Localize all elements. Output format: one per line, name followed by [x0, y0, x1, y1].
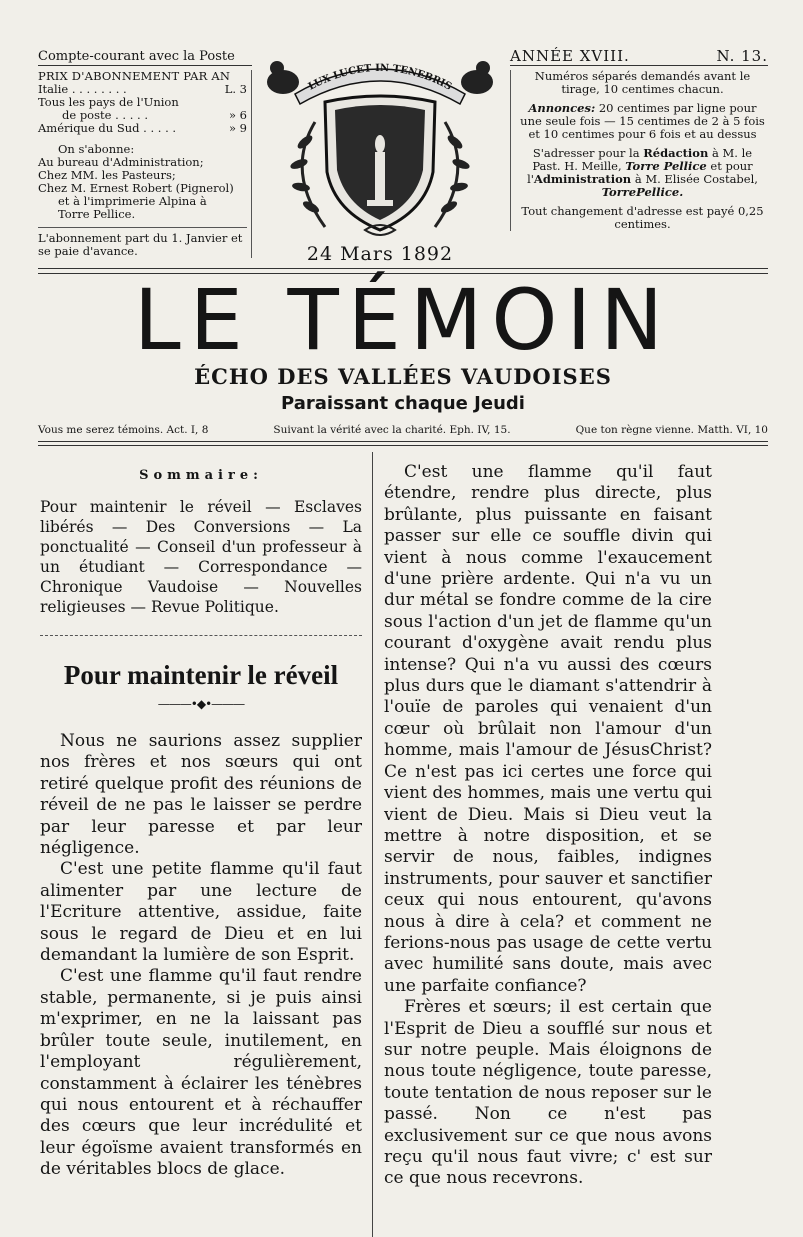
price-title: PRIX D'ABONNEMENT PAR AN	[38, 69, 231, 83]
subscription-note: L'abonnement part du 1. Janvier et se paie d'avance.	[38, 227, 247, 258]
subscribe-info: On s'abonne: Au bureau d'Administration; Chez MM. les Pasteurs; Chez M. Ernest Robert (Pignerol) et à l'imprimerie Alpina à Torre Pellice.	[38, 142, 234, 221]
annonces-note: Annonces: 20 centimes par ligne pour une seule fois — 15 centimes de 2 à 5 fois et 10 centimes pour 6 fois et au dessus	[520, 101, 765, 141]
address-note: S'adresser pour la Rédaction à M. le Past. H. Meille, Torre Pellice et pour l'Administration à M. Elisée Costabel, TorrePellice.	[527, 146, 758, 199]
mottos-line	[38, 424, 768, 436]
price-row: Amérique du Sud . . . . . » 9	[38, 121, 247, 135]
vaudois-emblem	[255, 52, 505, 242]
price-row: de poste . . . . . » 6	[62, 108, 247, 122]
article-paragraph: C'est une flamme qu'il faut rendre stable, permanente, si je puis ainsi m'exprimer, en ne la laissant pas brûler toute seule, inutilement, en l'employant régulièrement, constamment à éclairer les ténèbres qui nous entourent et à réchauffer des cœurs que leur incrédulité et leur égoïsme avaient transformés en de véritables blocs de glace.	[40, 966, 362, 1180]
article-paragraph: Nous ne saurions assez supplier nos frères et nos sœurs qui ont retiré quelque profit des réunions de réveil de ne pas le laisser se perdre par leur paresse et par leur négligence.	[40, 731, 362, 859]
motto: Que ton règne vienne. Matth. VI, 10	[575, 424, 768, 436]
title-rule	[38, 441, 768, 442]
title-rule	[38, 445, 768, 446]
year-label: ANNÉE XVIII.	[510, 47, 630, 65]
newspaper-title: LE TÉMOIN	[133, 271, 673, 369]
change-address-note: Tout changement d'adresse est payé 0,25 centimes.	[521, 204, 764, 231]
title-ornament: ———•◆•———	[157, 697, 245, 711]
masthead-rule	[38, 268, 768, 269]
price-row: Tous les pays de l'Union	[38, 95, 179, 109]
issue-date: 24 Mars 1892	[306, 243, 454, 265]
sommaire-heading: Sommaire:	[139, 468, 263, 483]
left-column	[40, 462, 362, 1181]
right-column	[384, 462, 712, 1190]
postal-account-note: Compte-courant avec la Poste	[38, 50, 252, 66]
price-row: Italie . . . . . . . . L. 3	[38, 82, 247, 96]
info-box	[510, 47, 768, 237]
subscription-box	[38, 50, 252, 258]
issue-number: N. 13.	[716, 47, 768, 65]
newspaper-subtitle: ÉCHO DES VALLÉES VAUDOISES	[194, 364, 612, 389]
article-paragraph: Frères et sœurs; il est certain que l'Esprit de Dieu a soufflé sur nous et sur notre peuple. Mais éloignons de nous toute négligence, toute paresse, toute tentation de nous reposer sur le passé. Non ce n'est pas exclusivement sur ce que nous avons reçu qu'il nous faut vivre; c' est sur ce que nous recevrons.	[384, 997, 712, 1189]
section-separator	[40, 635, 362, 636]
article-paragraph: C'est une petite flamme qu'il faut alimenter par une lecture de l'Ecriture attentive, assidue, faite sous le regard de Dieu et en lui demandant la lumière de son Esprit.	[40, 859, 362, 966]
article-paragraph: C'est une flamme qu'il faut étendre, rendre plus directe, plus brûlante, plus puissante en faisant passer sur elle ce souffle divin qui vient à nous comme l'exaucement d'une prière ardente. Qui n'a vu un dur métal se fondre comme de la cire sous l'action d'un jet de flamme qu'un courant d'oxygène avait rendu plus intense? Qui n'a vu aussi des cœurs plus durs que le diamant s'attendrir à l'ouïe de paroles qui venaient d'un cœur où brûlait non l'amour d'un homme, mais l'amour de JésusChrist? Ce n'est pas ici certes une force qui vient des hommes, mais une vertu qui vient de Dieu. Mais si Dieu veut la mettre à notre disposition, et se servir de nous, faibles, indignes instruments, pour sauver et sanctifier ceux qui nous entourent, qu'avons nous à dire à cela? et comment ne ferions-nous pas usage de cette vertu avec humilité sans doute, mais avec une parfaite confiance?	[384, 462, 712, 996]
issue-number-bar	[510, 47, 768, 66]
newspaper-tagline: Paraissant chaque Jeudi	[281, 393, 525, 414]
separate-numbers-note: Numéros séparés demandés avant le tirage, 10 centimes chacun.	[534, 69, 751, 96]
motto: Vous me serez témoins. Act. I, 8	[38, 424, 209, 436]
column-divider	[372, 452, 373, 1237]
emblem-banner-text: LUX LUCET IN TENEBRIS	[306, 62, 454, 93]
sommaire-text: Pour maintenir le réveil — Esclaves libérés — Des Conversions — La ponctualité — Conseil d'un professeur à un étudiant — Correspondance — Chronique Vaudoise — Nouvelles religieuses — Revue Politique.	[40, 498, 362, 616]
article-title: Pour maintenir le réveil	[63, 660, 339, 690]
motto: Suivant la vérité avec la charité. Eph. IV, 15.	[273, 424, 511, 436]
